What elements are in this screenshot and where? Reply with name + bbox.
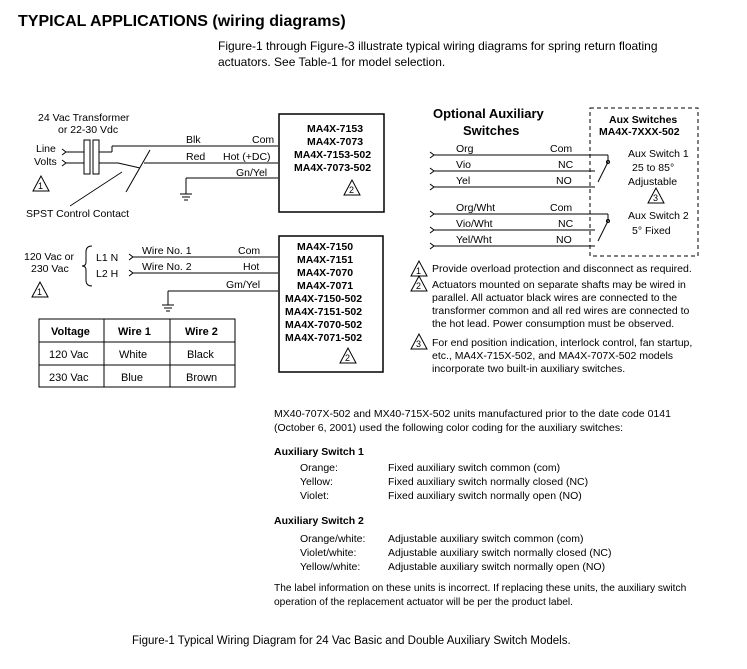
- note-1-marker: 1: [416, 266, 422, 276]
- intro-line-1: Figure-1 through Figure-3 illustrate typical wiring diagrams for spring return floating: [218, 39, 658, 53]
- note-2: [411, 276, 690, 330]
- aux1-term-nc: NC: [558, 159, 574, 171]
- aux-box-title-2: MA4X-7XXX-502: [599, 126, 680, 138]
- note-2-line-1: Actuators mounted on separate shafts may be wired in: [432, 279, 686, 291]
- note-2-line-2: parallel. All actuator black wires are connected to the: [432, 292, 678, 304]
- aux2-term-nc: NC: [558, 218, 574, 230]
- voltage-table: [39, 319, 235, 387]
- supply-label-2: 230 Vac: [31, 263, 69, 275]
- note-marker-2b: [340, 348, 356, 363]
- line-label: Line: [36, 143, 56, 155]
- svg-text:3: 3: [653, 193, 659, 203]
- table-header-wire2: Wire 2: [185, 326, 218, 338]
- aux2-row2-label: Violet/white:: [300, 547, 357, 559]
- color-note-1: MX40-707X-502 and MX40-715X-502 units manufactured prior to the date code 0141: [274, 408, 671, 420]
- model-b1: MA4X-7150: [297, 241, 354, 253]
- model-b5: MA4X-7150-502: [285, 293, 363, 305]
- aux2-term-com: Com: [550, 202, 573, 214]
- volts-label: Volts: [34, 156, 57, 168]
- aux1-wire-vio: Vio: [456, 159, 471, 171]
- terminal-gnyel: Gn/Yel: [236, 167, 268, 179]
- terminal-hot: Hot (+DC): [223, 151, 271, 163]
- model-3: MA4X-7153-502: [294, 149, 372, 161]
- aux-switch-diagram: [430, 106, 698, 256]
- notes: [411, 261, 692, 375]
- line-l1: L1 N: [96, 252, 119, 264]
- aux2-row1-label: Orange/white:: [300, 533, 366, 545]
- aux1-row2-label: Yellow:: [300, 476, 333, 488]
- supply-label-1: 120 Vac or: [24, 251, 75, 263]
- color-note-2: (October 6, 2001) used the following color coding for the auxiliary switches:: [274, 422, 624, 434]
- aux1-wire-yel: Yel: [456, 175, 471, 187]
- aux-box-title-1: Aux Switches: [609, 114, 678, 126]
- aux-switch2-label-1: Aux Switch 2: [628, 210, 689, 222]
- wire-blk: Blk: [186, 134, 201, 146]
- aux1-wire-org: Org: [456, 143, 474, 155]
- aux-title-1: Optional Auxiliary: [433, 106, 544, 121]
- model-1: MA4X-7153: [307, 123, 364, 135]
- note-marker-3: [648, 188, 664, 203]
- note-3: [411, 334, 692, 375]
- terminal-hot-2: Hot: [243, 261, 260, 273]
- note-1: [411, 261, 692, 276]
- note-marker-1: [33, 176, 49, 191]
- aux2-row3-label: Yellow/white:: [300, 561, 361, 573]
- model-b8: MA4X-7071-502: [285, 332, 363, 344]
- transformer-label-1: 24 Vac Transformer: [38, 112, 130, 124]
- terminal-com-2: Com: [238, 245, 261, 257]
- model-b4: MA4X-7071: [297, 280, 354, 292]
- model-b2: MA4X-7151: [297, 254, 354, 266]
- note-2-line-3: transformer common and all red wires are connected to: [432, 305, 690, 317]
- terminal-gmyel: Gm/Yel: [226, 279, 261, 291]
- note-2-line-4: the hot lead. Power consumption must be observed.: [432, 318, 675, 330]
- aux1-section-title: Auxiliary Switch 1: [274, 446, 364, 458]
- note-1-line-1: Provide overload protection and disconnect as required.: [432, 263, 692, 275]
- note-marker-1b: [32, 282, 48, 297]
- figure-caption: Figure-1 Typical Wiring Diagram for 24 Vac Basic and Double Auxiliary Switch Models.: [132, 635, 571, 647]
- transformer-label-2: or 22-30 Vdc: [58, 124, 119, 136]
- aux-switch2-label-2: 5° Fixed: [632, 225, 671, 237]
- wire-no-2: Wire No. 2: [142, 261, 192, 273]
- model-4: MA4X-7073-502: [294, 162, 372, 174]
- transformer-symbol: [62, 140, 112, 174]
- note-marker-2: [344, 180, 360, 195]
- aux2-section-title: Auxiliary Switch 2: [274, 515, 364, 527]
- aux2-wire-yelwht: Yel/Wht: [456, 234, 492, 246]
- model-b6: MA4X-7151-502: [285, 306, 363, 318]
- wire-no-1: Wire No. 1: [142, 245, 192, 257]
- note-3-line-2: etc., MA4X-715X-502, and MA4X-707X-502 models: [432, 350, 674, 362]
- aux1-row3-desc: Fixed auxiliary switch normally open (NO): [388, 490, 582, 502]
- svg-text:1: 1: [38, 181, 44, 191]
- aux2-row2-desc: Adjustable auxiliary switch normally closed (NC): [388, 547, 612, 559]
- aux1-row1-label: Orange:: [300, 462, 338, 474]
- model-2: MA4X-7073: [307, 136, 364, 148]
- aux-switch1-label-3: Adjustable: [628, 176, 678, 188]
- warning-line-1: The label information on these units is incorrect. If replacing these units, the auxiliary switch: [274, 583, 687, 594]
- table-cell-r1c1: 120 Vac: [49, 349, 89, 361]
- aux2-wire-viowht: Vio/Wht: [456, 218, 493, 230]
- svg-text:1: 1: [37, 287, 43, 297]
- table-cell-r1c2: White: [119, 349, 148, 361]
- aux1-row2-desc: Fixed auxiliary switch normally closed (NC): [388, 476, 589, 488]
- line-l2: L2 H: [96, 268, 119, 280]
- intro-line-2: actuators. See Table-1 for model selection.: [218, 55, 446, 69]
- note-3-line-1: For end position indication, interlock control, fan startup,: [432, 337, 693, 349]
- table-cell-r2c1: 230 Vac: [49, 372, 89, 384]
- aux2-row3-desc: Adjustable auxiliary switch normally open (NO): [388, 561, 606, 573]
- warning-line-2: operation of the replacement actuator will be per the product label.: [274, 597, 574, 608]
- diagram-24vac: [26, 112, 384, 220]
- color-coding-section: [274, 408, 686, 608]
- aux1-row3-label: Violet:: [300, 490, 329, 502]
- note-3-marker: 3: [416, 339, 422, 349]
- aux1-term-com: Com: [550, 143, 573, 155]
- table-cell-r2c2: Blue: [121, 372, 144, 384]
- model-b7: MA4X-7070-502: [285, 319, 363, 331]
- aux2-term-no: NO: [556, 234, 572, 246]
- aux-title-2: Switches: [463, 123, 520, 138]
- aux1-row1-desc: Fixed auxiliary switch common (com): [388, 462, 561, 474]
- model-b3: MA4X-7070: [297, 267, 354, 279]
- table-cell-r2c3: Brown: [186, 372, 218, 384]
- table-header-voltage: Voltage: [51, 326, 90, 338]
- wire-red: Red: [186, 151, 206, 163]
- aux-switch1-label-2: 25 to 85°: [632, 162, 675, 174]
- spst-label: SPST Control Contact: [26, 208, 130, 220]
- note-2-marker: 2: [416, 281, 422, 291]
- svg-text:2: 2: [345, 353, 351, 363]
- aux2-wire-orgwht: Org/Wht: [456, 202, 496, 214]
- terminal-com: Com: [252, 134, 275, 146]
- table-header-wire1: Wire 1: [118, 326, 151, 338]
- table-cell-r1c3: Black: [187, 349, 214, 361]
- page-heading: TYPICAL APPLICATIONS (wiring diagrams): [18, 13, 346, 30]
- note-3-line-3: incorporate two built-in auxiliary switches.: [432, 363, 626, 375]
- aux1-term-no: NO: [556, 175, 572, 187]
- svg-text:2: 2: [349, 185, 355, 195]
- aux-switch1-label-1: Aux Switch 1: [628, 148, 689, 160]
- aux2-row1-desc: Adjustable auxiliary switch common (com): [388, 533, 584, 545]
